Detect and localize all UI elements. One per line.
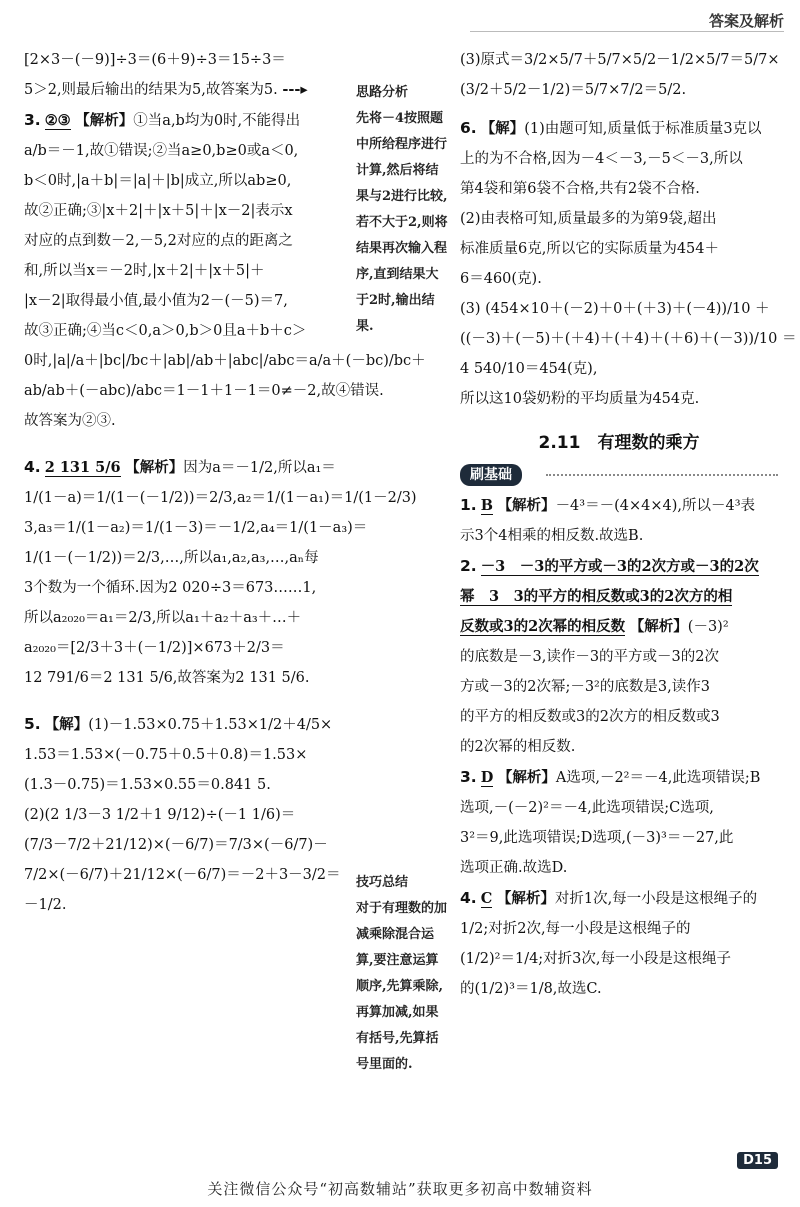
question-number: 5.	[24, 715, 41, 733]
page-number: D15	[737, 1152, 778, 1169]
text-line: －1/2.	[24, 897, 67, 913]
text-line: 7/2×(－6/7)＋21/12×(－6/7)＝－2＋3－3/2＝	[24, 867, 341, 883]
text-line: 0时,|a|/a＋|bc|/bc＋|ab|/ab＋|abc|/abc＝a/a＋(－bc)/bc＋	[24, 353, 426, 369]
right-column	[460, 45, 797, 1004]
question-5: 5. 【解】(1)－1.53×0.75＋1.53×1/2＋4/5×	[24, 715, 333, 733]
analysis-tag: 【解析】	[496, 891, 555, 907]
text-line: 所以这10袋奶粉的平均质量为454克.	[460, 391, 700, 407]
text-line: 1/2;对折2次,每一小段是这根绳子的	[460, 921, 691, 937]
side-note-label: 技巧总结	[356, 875, 409, 890]
text-line: (3/2＋5/2－1/2)＝5/7×7/2＝5/2.	[460, 82, 687, 98]
question-4-right: 4. C 【解析】对折1次,每一小段是这根绳子的	[460, 889, 758, 907]
text-line: 的(1/2)³＝1/8,故选C.	[460, 981, 602, 997]
text-line: (3)原式＝3/2×5/7＋5/7×5/2－1/2×5/7＝5/7×	[460, 52, 780, 68]
text-line: (2)由表格可知,质量最多的为第9袋,超出	[460, 211, 717, 227]
text-line: 3,a₃＝1/(1－a₂)＝1/(1－3)＝－1/2,a₄＝1/(1－a₃)＝	[24, 520, 368, 536]
question-number: 1.	[460, 496, 477, 514]
text-line: ((－3)＋(－5)＋(＋4)＋(＋4)＋(＋6)＋(－3))/10 ＝	[460, 331, 797, 347]
text-line: a/b＝－1,故①错误;②当a≥0,b≥0或a＜0,	[24, 143, 299, 159]
text-line: 1/(1－(－1/2))＝2/3,…,所以a₁,a₂,a₃,…,aₙ每	[24, 550, 319, 566]
answer: B	[480, 497, 493, 514]
footer-note: 关注微信公众号“初高数辅站”获取更多初高中数辅资料	[207, 1180, 593, 1198]
text-line: 选项,－(－2)²＝－4,此选项错误;C选项,	[460, 800, 714, 816]
text-line: 故②正确;③|x＋2|＋|x＋5|＋|x－2|表示x	[24, 203, 293, 219]
question-3-right: 3. D 【解析】A选项,－2²＝－4,此选项错误;B	[460, 768, 761, 786]
text-line: 和,所以当x＝－2时,|x＋2|＋|x＋5|＋	[24, 263, 265, 279]
side-note-text: 先将－4按照题中所给程序进行计算,然后将结果与2进行比较,若不大于2,则将结果再次输入程序,直到结果大于2时,输出结果.	[356, 111, 448, 334]
text-line: 上的为不合格,因为－4＜－3,－5＜－3,所以	[460, 151, 743, 167]
analysis-tag: 【解析】	[497, 770, 556, 786]
text-line: 标准质量6克,所以它的实际质量为454＋	[460, 241, 720, 257]
side-note-tips	[356, 870, 448, 1078]
question-number: 2.	[460, 557, 477, 575]
section-title: 2.11 有理数的乘方	[538, 433, 700, 453]
text-line: 1.53＝1.53×(－0.75＋0.5＋0.8)＝1.53×	[24, 747, 308, 763]
analysis-tag: 【解析】	[125, 460, 184, 476]
answer: 幂 3 3的平方的相反数或3的2次方的相	[460, 588, 733, 605]
header-title: 答案及解析	[708, 12, 784, 30]
question-number: 3.	[24, 111, 41, 129]
text-line: 对应的点到数－2,－5,2对应的点的距离之	[24, 233, 293, 249]
solution-tag: 【解】	[480, 121, 525, 137]
text-line	[460, 582, 778, 612]
text-line: 的2次幂的相反数.	[460, 739, 576, 755]
text-line: 3²＝9,此选项错误;D选项,(－3)³＝－27,此	[460, 830, 734, 846]
question-number: 4.	[24, 458, 41, 476]
answer: 反数或3的2次幂的相反数	[460, 618, 626, 635]
answer: ②③	[44, 112, 71, 129]
question-3-left: 3. ②③ 【解析】①当a,b均为0时,不能得出	[24, 111, 301, 129]
text-line: (1/2)²＝1/4;对折3次,每一小段是这根绳子	[460, 951, 732, 967]
text-line: 12 791/6＝2 131 5/6,故答案为2 131 5/6.	[24, 670, 310, 686]
text-line: 选项正确.故选D.	[460, 860, 568, 876]
dotted-rule	[546, 474, 778, 476]
answer: D	[480, 769, 494, 786]
question-1: 1. B 【解析】－4³＝－(4×4×4),所以－4³表	[460, 496, 756, 514]
answer: 2 131 5/6	[44, 459, 121, 476]
text-line: 的底数是－3,读作－3的平方或－3的2次	[460, 649, 720, 665]
text-line: 所以a₂₀₂₀＝a₁＝2/3,所以a₁＋a₂＋a₃＋…＋	[24, 610, 302, 626]
analysis-tag: 【解析】	[629, 619, 688, 635]
side-note-thinking	[356, 80, 448, 340]
text-line: 方或－3的2次幂;－3²的底数是3,读作3	[460, 679, 710, 695]
text-line: (3) (454×10＋(－2)＋0＋(＋3)＋(－4))/10 ＋	[460, 301, 770, 317]
side-note-label: 思路分析	[356, 85, 409, 100]
text-line: 5＞2,则最后输出的结果为5,故答案为5. ---▸	[24, 81, 308, 98]
text-line: 3个数为一个循环.因为2 020÷3＝673……1,	[24, 580, 317, 596]
question-2	[460, 551, 778, 582]
text-line: 4 540/10＝454(克),	[460, 361, 598, 377]
text-line: 反数或3的2次幂的相反数 【解析】(－3)²	[460, 618, 729, 635]
text-line: [2×3－(－9)]÷3＝(6＋9)÷3＝15÷3＝	[24, 52, 286, 68]
text-line: ab/ab＋(－abc)/abc＝1－1＋1－1＝0≠－2,故④错误.	[24, 383, 384, 399]
question-number: 3.	[460, 768, 477, 786]
analysis-tag: 【解析】	[497, 498, 556, 514]
answer: －3 －3的平方或－3的2次方或－3的2次	[480, 558, 759, 575]
question-number: 6.	[460, 119, 477, 137]
arrow-icon: ---▸	[282, 81, 308, 98]
solution-tag: 【解】	[44, 717, 89, 733]
badge-row	[460, 460, 778, 490]
text-line: 故③正确;④当c＜0,a＞0,b＞0且a＋b＋c＞	[24, 323, 307, 339]
text-line: 的平方的相反数或3的2次方的相反数或3	[460, 709, 720, 725]
text-line: 1/(1－a)＝1/(1－(－1/2))＝2/3,a₂＝1/(1－a₁)＝1/(1－2/3)	[24, 490, 417, 506]
header-rule	[470, 31, 784, 32]
text-line: 6＝460(克).	[460, 271, 542, 287]
side-note-text: 对于有理数的加减乘除混合运算,要注意运算顺序,先算乘除,再算加减,如果有括号,先算括号里面的.	[356, 901, 448, 1072]
text-line: a₂₀₂₀＝[2/3＋3＋(－1/2)]×673＋2/3＝	[24, 640, 285, 656]
text-line: (2)(2 1/3－3 1/2＋1 9/12)÷(－1 1/6)＝	[24, 807, 296, 823]
text-line: (7/3－7/2＋21/12)×(－6/7)＝7/3×(－6/7)－	[24, 837, 328, 853]
answer: C	[480, 890, 493, 907]
question-number: 4.	[460, 889, 477, 907]
analysis-tag: 【解析】	[75, 113, 134, 129]
question-4: 4. 2 131 5/6 【解析】因为a＝－1/2,所以a₁＝	[24, 458, 336, 476]
practice-badge: 刷基础	[460, 464, 522, 486]
text-line: b＜0时,|a＋b|＝|a|＋|b|成立,所以ab≥0,	[24, 173, 292, 189]
text-line: 示3个4相乘的相反数.故选B.	[460, 528, 644, 544]
question-6: 6. 【解】(1)由题可知,质量低于标准质量3克以	[460, 119, 762, 137]
text-line: 第4袋和第6袋不合格,共有2袋不合格.	[460, 181, 700, 197]
text-line: 故答案为②③.	[24, 413, 116, 429]
text-line: |x－2|取得最小值,最小值为2－(－5)＝7,	[24, 293, 288, 309]
text-line: (1.3－0.75)＝1.53×0.55＝0.841 5.	[24, 777, 271, 793]
